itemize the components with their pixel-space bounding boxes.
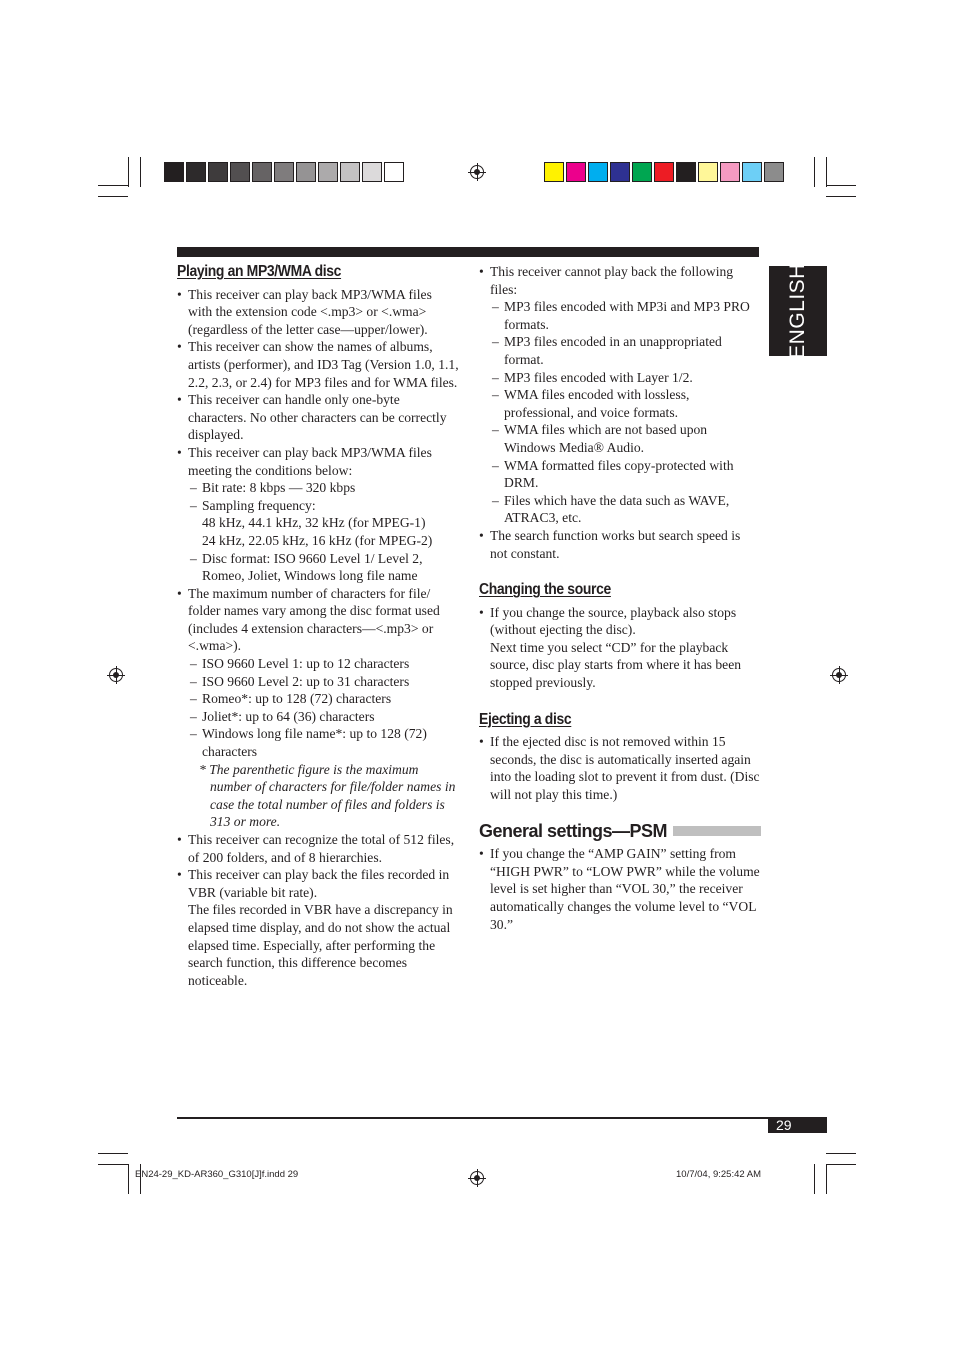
crop-mark xyxy=(814,157,815,187)
list-item xyxy=(479,604,761,692)
dash-item: – Sampling frequency: xyxy=(177,497,459,515)
registration-mark-icon xyxy=(832,668,846,682)
footer-file-info: EN24-29_KD-AR360_G310[J]f.indd 29 xyxy=(135,1169,299,1180)
mp3-list xyxy=(177,286,459,990)
left-column xyxy=(177,263,459,989)
crop-mark xyxy=(826,157,827,187)
list-item xyxy=(177,444,459,585)
color-swatch xyxy=(764,162,784,182)
color-swatch xyxy=(566,162,586,182)
language-tab xyxy=(769,263,827,359)
dash-item: – MP3 files encoded in an unappropriated format. xyxy=(479,333,761,368)
color-swatch xyxy=(698,162,718,182)
dash-item: – Bit rate: 8 kbps — 320 kbps xyxy=(177,479,459,497)
list-item-text: This receiver cannot play back the following files: xyxy=(490,264,734,297)
crop-mark xyxy=(98,1153,128,1154)
list-item: • The search function works but search speed is not constant. xyxy=(479,527,761,562)
cannot-play-list xyxy=(479,263,761,562)
right-column xyxy=(479,263,761,933)
spacer xyxy=(479,692,761,711)
color-swatch xyxy=(544,162,564,182)
section-heading-psm xyxy=(479,820,761,841)
color-swatch xyxy=(186,162,206,182)
page-number: 29 xyxy=(768,1118,827,1133)
dash-item: – ISO 9660 Level 2: up to 31 characters xyxy=(177,673,459,691)
color-swatch xyxy=(318,162,338,182)
section-heading-eject: Ejecting a disc xyxy=(479,710,572,728)
list-item-text: The maximum number of characters for file/ folder names vary among the disc format used (includes 4 extension characters—<.mp3> or <.wma>). xyxy=(188,585,440,654)
footnote: * The parenthetic figure is the maximum number of characters for file/folder names in case the total number of files and folders is 313 or more. xyxy=(199,761,456,830)
list-item xyxy=(177,585,459,831)
crop-mark xyxy=(826,1164,827,1194)
list-item: • This receiver can show the names of albums, artists (performer), and ID3 Tag (Version 1.0, 1.1, 2.2, 2.3, or 2.4) for MP3 files and for WMA files. xyxy=(177,338,459,391)
color-swatch xyxy=(676,162,696,182)
color-swatch xyxy=(742,162,762,182)
color-swatch xyxy=(340,162,360,182)
psm-list xyxy=(479,845,761,933)
dash-item: – Romeo*: up to 128 (72) characters xyxy=(177,690,459,708)
list-item: • If the ejected disc is not removed within 15 seconds, the disc is automatically inserted again into the loading slot to prevent it from dust. (Disc will not play this time.) xyxy=(479,733,761,803)
color-swatch xyxy=(252,162,272,182)
dash-item: – MP3 files encoded with Layer 1/2. xyxy=(479,369,761,387)
process-color-bar xyxy=(544,162,786,182)
heading-bar xyxy=(673,826,761,836)
dash-item: – WMA files encoded with lossless, professional, and voice formats. xyxy=(479,386,761,421)
footer-rule xyxy=(177,1117,827,1119)
section-heading-source: Changing the source xyxy=(479,581,611,599)
dash-item: – WMA files which are not based upon Windows Media® Audio. xyxy=(479,421,761,456)
list-item: • This receiver can play back MP3/WMA files with the extension code <.mp3> or <.wma> (regardless of the letter case—upper/lower). xyxy=(177,286,459,339)
list-item-text: This receiver can play back the files recorded in VBR (variable bit rate). xyxy=(188,867,450,900)
color-swatch xyxy=(632,162,652,182)
crop-mark xyxy=(826,196,856,197)
list-item-paragraph: The files recorded in VBR have a discrepancy in elapsed time display, and do not show the actual elapsed time. Especially, after performing the search function, this difference becomes noticeable. xyxy=(188,902,453,988)
spacer xyxy=(479,804,761,823)
color-swatch xyxy=(230,162,250,182)
source-list xyxy=(479,604,761,692)
crop-mark xyxy=(98,185,128,186)
color-swatch xyxy=(654,162,674,182)
color-swatch xyxy=(362,162,382,182)
footer-timestamp: 10/7/04, 9:25:42 AM xyxy=(676,1169,762,1180)
list-item: • This receiver can handle only one-byte characters. No other characters can be correctly displayed. xyxy=(177,391,459,444)
crop-mark xyxy=(814,1164,815,1194)
spacer xyxy=(479,562,761,581)
list-item: • If you change the “AMP GAIN” setting from “HIGH PWR” to “LOW PWR” while the volume level is set higher than “VOL 30,” the receiver automatically changes the volume level to “VOL 30.” xyxy=(479,845,761,933)
crop-mark xyxy=(128,1164,129,1194)
crop-mark xyxy=(98,1164,128,1165)
crop-mark xyxy=(826,1164,856,1165)
list-item xyxy=(177,866,459,989)
language-tab-label: ENGLISH xyxy=(786,263,809,359)
list-item-paragraph: Next time you select “CD” for the playback source, disc play starts from where it has been stopped previously. xyxy=(490,639,742,691)
dash-item: – ISO 9660 Level 1: up to 12 characters xyxy=(177,655,459,673)
color-swatch xyxy=(384,162,404,182)
dash-item-line: 24 kHz, 22.05 kHz, 16 kHz (for MPEG-2) xyxy=(202,532,433,548)
registration-mark-icon xyxy=(470,165,484,179)
color-swatch xyxy=(610,162,630,182)
color-swatch xyxy=(274,162,294,182)
color-swatch xyxy=(296,162,316,182)
section-heading-mp3: Playing an MP3/WMA disc xyxy=(177,263,342,280)
list-item-text: This receiver can play back MP3/WMA files meeting the conditions below: xyxy=(188,444,432,478)
dash-item: – MP3 files encoded with MP3i and MP3 PRO formats. xyxy=(479,298,761,333)
dash-item-line: 48 kHz, 44.1 kHz, 32 kHz (for MPEG-1) xyxy=(202,515,426,531)
crop-mark xyxy=(826,1153,856,1154)
crop-mark xyxy=(140,157,141,187)
color-swatch xyxy=(588,162,608,182)
crop-mark xyxy=(98,196,128,197)
list-item-text: If you change the source, playback also stops (without ejecting the disc). xyxy=(490,604,737,638)
dash-item: – Windows long file name*: up to 128 (72) characters xyxy=(177,725,459,760)
dash-item: – Joliet*: up to 64 (36) characters xyxy=(177,708,459,726)
registration-mark-icon xyxy=(109,668,123,682)
registration-mark-icon xyxy=(470,1171,484,1185)
dash-item: – Disc format: ISO 9660 Level 1/ Level 2, Romeo, Joliet, Windows long file name xyxy=(177,550,459,585)
dash-item: – Files which have the data such as WAVE, ATRAC3, etc. xyxy=(479,492,761,527)
grayscale-color-bar xyxy=(164,162,406,182)
eject-list xyxy=(479,733,761,803)
color-swatch xyxy=(720,162,740,182)
crop-mark xyxy=(826,185,856,186)
crop-mark xyxy=(128,157,129,187)
color-swatch xyxy=(208,162,228,182)
list-item xyxy=(479,263,761,527)
section-heading-psm-text: General settings—PSM xyxy=(479,820,668,841)
color-swatch xyxy=(164,162,184,182)
header-rule xyxy=(177,247,759,257)
dash-item: – WMA formatted files copy-protected with DRM. xyxy=(479,457,761,492)
list-item: • This receiver can recognize the total of 512 files, of 200 folders, and of 8 hierarchies. xyxy=(177,831,459,866)
